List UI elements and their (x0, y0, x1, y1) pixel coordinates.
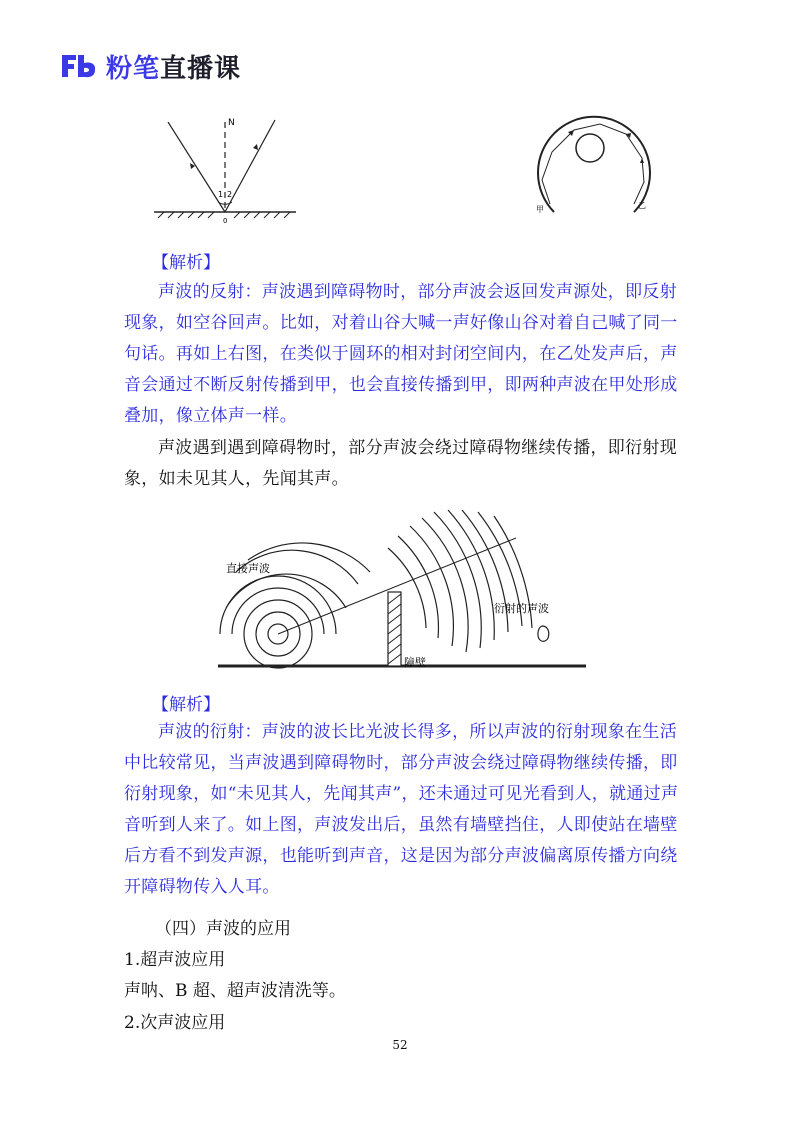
diffraction-intro-text: 声波遇到遇到障碍物时，部分声波会绕过障碍物继续传播，即衍射现象，如未见其人，先闻其声。 (124, 438, 677, 489)
angle-1-label: 1 (218, 190, 224, 199)
item1-text: 声呐、B 超、超声波清洗等。 (124, 981, 346, 1001)
normal-label: N (228, 118, 235, 128)
brand-name: 粉笔直播课 (106, 53, 242, 84)
diffraction-analysis-text: 声波的衍射：声波的波长比光波长得多，所以声波的衍射现象在生活中比较常见，当声波遇到障碍物时，部分声波会绕过障碍物继续传播，即衍射现象，如“未见其人，先闻其声”，还未通过可见光看到人，就通过声音听到人来了。如上图，声波发出后，虽然有墙壁挡住，人即使站在墙壁后方看不到发声源，也能听到声音，这是因为部分声波偏离原传播方向绕开障碍物传入人耳。 (124, 722, 679, 897)
analysis-heading-2: 【解析】 (152, 695, 220, 715)
section-title: （四）声波的应用 (155, 919, 291, 939)
wall-label: 障壁 (404, 656, 426, 669)
item2-title: 2.次声波应用 (124, 1013, 226, 1033)
analysis-heading-1: 【解析】 (152, 253, 220, 273)
reflection-analysis-text: 声波的反射：声波遇到障碍物时，部分声波会返回发声源处，即反射现象，如空谷回声。比如，对着山谷大喊一声好像山谷对着自己喊了同一句话。再如上右图，在类似于圆环的相对封闭空间内，在乙处发声后，声音会通过不断反射传播到甲，也会直接传播到甲，即两种声波在甲处形成叠加，像立体声一样。 (124, 282, 678, 426)
point-yi-label: 乙 (638, 201, 646, 210)
angle-2-label: 2 (227, 190, 233, 199)
reflection-diagram (150, 112, 300, 224)
fb-logo-icon (58, 51, 98, 81)
page-number: 52 (392, 1038, 408, 1052)
direct-wave-label: 直接声波 (226, 562, 270, 575)
item1-title: 1.超声波应用 (124, 950, 226, 970)
diffraction-diagram (212, 508, 592, 676)
point-jia-label: 甲 (536, 205, 544, 214)
origin-label: 0 (223, 217, 228, 224)
ring-reflection-diagram (530, 112, 660, 234)
brand-logo (58, 50, 241, 82)
diffracted-wave-label: 衍射的声波 (494, 602, 549, 615)
